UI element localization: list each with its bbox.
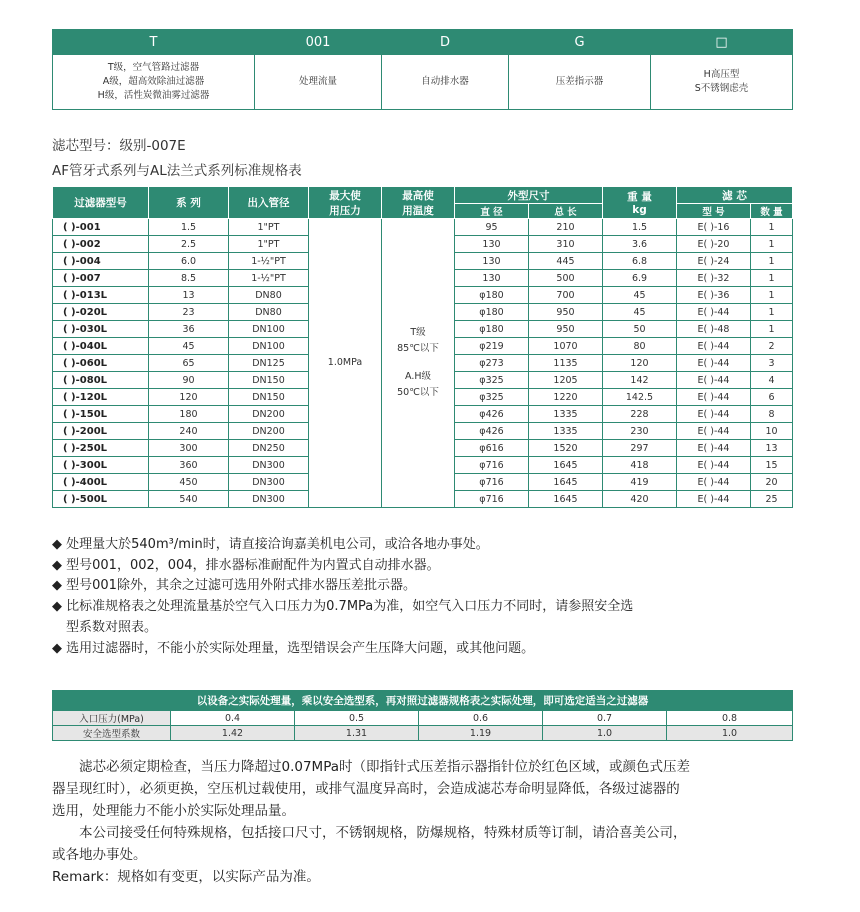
bullet-icon: ◆ xyxy=(52,578,62,594)
cell-element-qty: 1 xyxy=(751,236,793,253)
cell-element-model: E( )-36 xyxy=(677,287,751,304)
cell-element-model: E( )-44 xyxy=(677,457,751,474)
code-header-cell: D xyxy=(382,30,509,55)
cell-element-qty: 13 xyxy=(751,440,793,457)
cell-model: ( )-030L xyxy=(53,321,149,338)
cell-diameter: φ325 xyxy=(455,372,529,389)
cell-weight: 45 xyxy=(603,287,677,304)
cell-model: ( )-120L xyxy=(53,389,149,406)
note-item xyxy=(52,597,812,618)
cell-model: ( )-004 xyxy=(53,253,149,270)
cell-element-model: E( )-32 xyxy=(677,270,751,287)
header-line: 用压力 xyxy=(329,204,361,217)
cell-element-qty: 1 xyxy=(751,270,793,287)
code-header-row xyxy=(53,30,793,55)
cell-series: 120 xyxy=(149,389,229,406)
cell-port: DN150 xyxy=(229,372,309,389)
cell-port: DN300 xyxy=(229,491,309,508)
header-element-qty: 数 量 xyxy=(751,204,793,219)
maintenance-paragraph xyxy=(52,756,812,888)
pressure-value: 0.8 xyxy=(667,711,793,726)
cell-series: 8.5 xyxy=(149,270,229,287)
cell-model: ( )-080L xyxy=(53,372,149,389)
factor-label: 安全选型系数 xyxy=(53,726,171,741)
temp-line: A.H级 xyxy=(405,371,431,382)
paragraph-line: 本公司接受任何特殊规格，包括接口尺寸，不锈钢规格，防爆规格，特殊材质等订制，请洽喜美公司， xyxy=(79,825,687,841)
cell-series: 13 xyxy=(149,287,229,304)
coef-title-row xyxy=(53,691,793,711)
cell-weight: 420 xyxy=(603,491,677,508)
paragraph-line: 或各地办事处。 xyxy=(52,847,147,863)
code-desc-housing xyxy=(651,55,793,110)
model-code-table xyxy=(52,29,793,110)
code-header-cell: T xyxy=(53,30,255,55)
cell-weight: 50 xyxy=(603,321,677,338)
bullet-icon: ◆ xyxy=(52,537,62,552)
note-text: 型号001除外，其余之过滤可选用外附式排水器压差批示器。 xyxy=(66,578,416,594)
code-desc-line: T级，空气管路过滤器 xyxy=(107,62,200,73)
cell-series: 300 xyxy=(149,440,229,457)
cell-element-model: E( )-44 xyxy=(677,389,751,406)
spec-header-row xyxy=(53,187,793,204)
cell-element-qty: 3 xyxy=(751,355,793,372)
cell-length: 1335 xyxy=(529,406,603,423)
temp-line: 50℃以下 xyxy=(397,387,439,398)
cell-series: 6.0 xyxy=(149,253,229,270)
spec-table xyxy=(52,186,793,508)
cell-diameter: φ180 xyxy=(455,321,529,338)
coef-title: 以设备之实际处理量，乘以安全选型系，再对照过滤器规格表之实际处理，即可选定适当之过滤器 xyxy=(53,691,793,711)
cell-model: ( )-013L xyxy=(53,287,149,304)
cell-series: 360 xyxy=(149,457,229,474)
cell-port: DN125 xyxy=(229,355,309,372)
cell-port: DN100 xyxy=(229,321,309,338)
header-series: 系 列 xyxy=(149,187,229,219)
header-model: 过滤器型号 xyxy=(53,187,149,219)
header-dimensions: 外型尺寸 xyxy=(455,187,603,204)
cell-weight: 230 xyxy=(603,423,677,440)
cell-element-model: E( )-44 xyxy=(677,338,751,355)
cell-series: 1.5 xyxy=(149,219,229,236)
cell-series: 2.5 xyxy=(149,236,229,253)
bullet-icon: ◆ xyxy=(52,557,62,573)
note-item xyxy=(52,535,812,556)
cell-diameter: φ180 xyxy=(455,304,529,321)
cell-max-pressure: 1.0MPa xyxy=(309,219,382,508)
code-desc-line: A级，超高效除油过滤器 xyxy=(102,76,205,87)
code-desc-flow: 处理流量 xyxy=(255,55,382,110)
cell-model: ( )-002 xyxy=(53,236,149,253)
cell-element-qty: 1 xyxy=(751,304,793,321)
cell-port: 1"PT xyxy=(229,219,309,236)
cell-weight: 120 xyxy=(603,355,677,372)
cell-element-model: E( )-44 xyxy=(677,304,751,321)
cell-weight: 6.9 xyxy=(603,270,677,287)
cell-port: DN200 xyxy=(229,406,309,423)
element-model-heading: 滤芯型号：级别-007E xyxy=(52,138,186,154)
cell-port: 1-½"PT xyxy=(229,270,309,287)
cell-diameter: φ273 xyxy=(455,355,529,372)
cell-length: 1335 xyxy=(529,423,603,440)
cell-element-qty: 1 xyxy=(751,219,793,236)
cell-length: 1645 xyxy=(529,474,603,491)
cell-port: DN200 xyxy=(229,423,309,440)
note-item xyxy=(52,576,812,597)
header-line: 最高使 xyxy=(402,189,434,202)
paragraph-line: 器呈现红时），必须更换，空压机过载使用，或排气温度异高时，会造成滤芯寿命明显降低，各级过滤器的 xyxy=(52,781,680,797)
notes-list xyxy=(52,535,812,659)
cell-length: 950 xyxy=(529,304,603,321)
spec-table-body xyxy=(53,219,793,508)
note-item xyxy=(52,639,812,660)
header-element: 滤 芯 xyxy=(677,187,793,204)
pressure-value: 0.4 xyxy=(171,711,295,726)
cell-weight: 228 xyxy=(603,406,677,423)
paragraph-line: 选用，处理能力不能小於实际处理品量。 xyxy=(52,803,295,819)
cell-model: ( )-300L xyxy=(53,457,149,474)
cell-length: 1520 xyxy=(529,440,603,457)
pressure-value: 0.7 xyxy=(543,711,667,726)
header-line: 重 量 xyxy=(627,191,652,203)
header-line: 最大使 xyxy=(329,189,361,202)
cell-length: 1135 xyxy=(529,355,603,372)
paragraph-line: 滤芯必须定期检查，当压力降超过0.07MPa时（即指针式压差指示器指针位於红色区域，或颜色式压差 xyxy=(79,759,691,775)
bullet-icon: ◆ xyxy=(52,640,62,656)
factor-value: 1.0 xyxy=(667,726,793,741)
cell-element-qty: 15 xyxy=(751,457,793,474)
cell-port: DN80 xyxy=(229,304,309,321)
code-desc-line: H级，活性炭微油雾过滤器 xyxy=(97,90,210,101)
cell-length: 1645 xyxy=(529,457,603,474)
cell-model: ( )-500L xyxy=(53,491,149,508)
factor-value: 1.19 xyxy=(419,726,543,741)
code-desc-indicator: 压差指示器 xyxy=(509,55,651,110)
code-desc-drain: 自动排水器 xyxy=(382,55,509,110)
cell-port: 1"PT xyxy=(229,236,309,253)
cell-element-qty: 6 xyxy=(751,389,793,406)
cell-diameter: φ325 xyxy=(455,389,529,406)
code-header-cell: □ xyxy=(651,30,793,55)
cell-weight: 419 xyxy=(603,474,677,491)
note-text: 型号001，002，004，排水器标准耐配件为内置式自动排水器。 xyxy=(66,557,440,573)
cell-element-qty: 20 xyxy=(751,474,793,491)
pressure-value: 0.5 xyxy=(295,711,419,726)
cell-model: ( )-150L xyxy=(53,406,149,423)
cell-series: 45 xyxy=(149,338,229,355)
cell-port: 1-½"PT xyxy=(229,253,309,270)
cell-port: DN300 xyxy=(229,457,309,474)
cell-series: 240 xyxy=(149,423,229,440)
cell-port: DN300 xyxy=(229,474,309,491)
cell-weight: 3.6 xyxy=(603,236,677,253)
cell-element-model: E( )-44 xyxy=(677,491,751,508)
series-table-title: AF管牙式系列与AL法兰式系列标准规格表 xyxy=(52,163,302,179)
cell-element-qty: 25 xyxy=(751,491,793,508)
cell-series: 90 xyxy=(149,372,229,389)
cell-weight: 45 xyxy=(603,304,677,321)
cell-weight: 80 xyxy=(603,338,677,355)
code-header-cell: 001 xyxy=(255,30,382,55)
cell-diameter: φ426 xyxy=(455,423,529,440)
cell-element-qty: 10 xyxy=(751,423,793,440)
note-text: 比标准规格表之处理流量基於空气入口压力为0.7MPa为准，如空气入口压力不同时，请参照安全选 xyxy=(66,599,634,615)
bullet-icon: ◆ xyxy=(52,599,62,615)
cell-length: 700 xyxy=(529,287,603,304)
cell-model: ( )-001 xyxy=(53,219,149,236)
cell-model: ( )-200L xyxy=(53,423,149,440)
temp-line: 85℃以下 xyxy=(397,343,439,354)
cell-diameter: φ716 xyxy=(455,491,529,508)
header-port: 出入管径 xyxy=(229,187,309,219)
cell-element-model: E( )-20 xyxy=(677,236,751,253)
cell-series: 23 xyxy=(149,304,229,321)
cell-model: ( )-020L xyxy=(53,304,149,321)
coef-factor-row xyxy=(53,726,793,741)
pressure-label: 入口压力(MPa) xyxy=(53,711,171,726)
cell-length: 445 xyxy=(529,253,603,270)
cell-diameter: φ716 xyxy=(455,457,529,474)
cell-length: 1070 xyxy=(529,338,603,355)
spec-row xyxy=(53,219,793,236)
cell-length: 1205 xyxy=(529,372,603,389)
temp-line: T级 xyxy=(410,327,426,338)
header-weight xyxy=(603,187,677,219)
cell-weight: 1.5 xyxy=(603,219,677,236)
cell-model: ( )-040L xyxy=(53,338,149,355)
cell-diameter: 130 xyxy=(455,236,529,253)
cell-model: ( )-007 xyxy=(53,270,149,287)
code-header-cell: G xyxy=(509,30,651,55)
cell-series: 180 xyxy=(149,406,229,423)
note-continuation: 型系数对照表。 xyxy=(66,619,158,635)
factor-value: 1.0 xyxy=(543,726,667,741)
cell-element-model: E( )-16 xyxy=(677,219,751,236)
cell-port: DN150 xyxy=(229,389,309,406)
header-line: 用温度 xyxy=(402,204,434,217)
cell-length: 1645 xyxy=(529,491,603,508)
cell-series: 65 xyxy=(149,355,229,372)
cell-element-model: E( )-44 xyxy=(677,372,751,389)
cell-weight: 6.8 xyxy=(603,253,677,270)
cell-weight: 142.5 xyxy=(603,389,677,406)
cell-element-model: E( )-44 xyxy=(677,440,751,457)
code-description-row xyxy=(53,55,793,110)
cell-length: 950 xyxy=(529,321,603,338)
cell-length: 1220 xyxy=(529,389,603,406)
cell-element-model: E( )-44 xyxy=(677,406,751,423)
cell-diameter: φ219 xyxy=(455,338,529,355)
cell-element-qty: 2 xyxy=(751,338,793,355)
cell-weight: 142 xyxy=(603,372,677,389)
cell-element-model: E( )-24 xyxy=(677,253,751,270)
cell-element-model: E( )-44 xyxy=(677,355,751,372)
factor-value: 1.31 xyxy=(295,726,419,741)
cell-element-model: E( )-48 xyxy=(677,321,751,338)
code-desc-grade xyxy=(53,55,255,110)
header-max-temp xyxy=(382,187,455,219)
cell-element-qty: 1 xyxy=(751,287,793,304)
header-line: kg xyxy=(632,204,647,216)
cell-port: DN100 xyxy=(229,338,309,355)
cell-diameter: φ180 xyxy=(455,287,529,304)
header-diameter: 直 径 xyxy=(455,204,529,219)
cell-length: 500 xyxy=(529,270,603,287)
cell-diameter: 130 xyxy=(455,270,529,287)
code-desc-line: H高压型 xyxy=(703,69,740,80)
cell-diameter: φ426 xyxy=(455,406,529,423)
cell-series: 450 xyxy=(149,474,229,491)
cell-length: 210 xyxy=(529,219,603,236)
cell-diameter: φ616 xyxy=(455,440,529,457)
cell-model: ( )-060L xyxy=(53,355,149,372)
pressure-value: 0.6 xyxy=(419,711,543,726)
note-text: 处理量大於540m³/min时，请直接洽询嘉美机电公司，或洽各地办事处。 xyxy=(66,537,489,552)
cell-element-model: E( )-44 xyxy=(677,423,751,440)
cell-diameter: 95 xyxy=(455,219,529,236)
cell-element-model: E( )-44 xyxy=(677,474,751,491)
cell-weight: 297 xyxy=(603,440,677,457)
header-length: 总 长 xyxy=(529,204,603,219)
header-max-pressure xyxy=(309,187,382,219)
cell-port: DN250 xyxy=(229,440,309,457)
cell-element-qty: 4 xyxy=(751,372,793,389)
note-text: 选用过滤器时，不能小於实际处理量，选型错误会产生压降大问题，或其他问题。 xyxy=(66,640,535,656)
code-desc-line: S不锈钢虑壳 xyxy=(694,83,749,94)
cell-port: DN80 xyxy=(229,287,309,304)
cell-diameter: 130 xyxy=(455,253,529,270)
safety-coefficient-table xyxy=(52,690,793,741)
coef-pressure-row xyxy=(53,711,793,726)
cell-model: ( )-400L xyxy=(53,474,149,491)
cell-element-qty: 1 xyxy=(751,253,793,270)
cell-series: 540 xyxy=(149,491,229,508)
header-element-model: 型 号 xyxy=(677,204,751,219)
cell-element-qty: 8 xyxy=(751,406,793,423)
cell-length: 310 xyxy=(529,236,603,253)
note-item xyxy=(52,556,812,577)
cell-series: 36 xyxy=(149,321,229,338)
cell-model: ( )-250L xyxy=(53,440,149,457)
cell-max-temp xyxy=(382,219,455,508)
cell-diameter: φ716 xyxy=(455,474,529,491)
remark: Remark：规格如有变更，以实际产品为准。 xyxy=(52,869,320,885)
cell-element-qty: 1 xyxy=(751,321,793,338)
factor-value: 1.42 xyxy=(171,726,295,741)
cell-weight: 418 xyxy=(603,457,677,474)
